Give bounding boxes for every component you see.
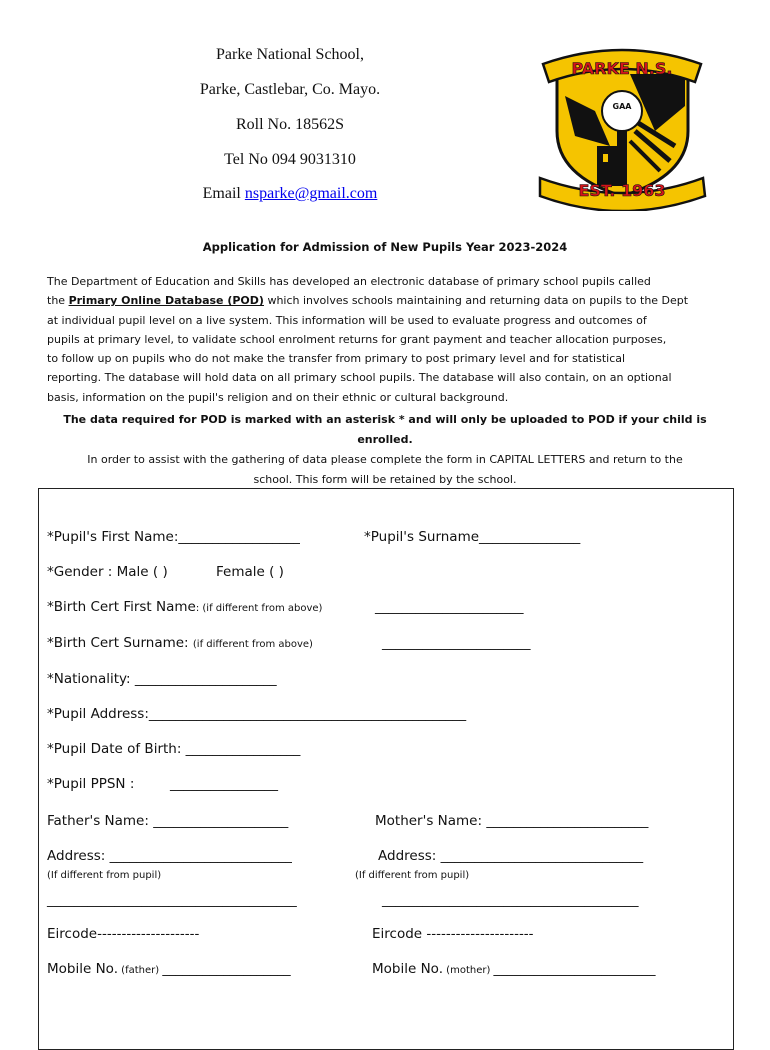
mother-mobile-label: Mobile No.: [372, 961, 443, 977]
birth-cert-first-name-label: [47, 598, 322, 618]
intro-text: which involves schools maintaining and returning data on pupils to the Dept: [263, 294, 689, 308]
mother-mobile-blank[interactable]: ________________________: [493, 961, 656, 977]
pupil-ppsn-field[interactable]: ________________: [170, 776, 278, 792]
gender-male-option[interactable]: *Gender : Male ( ): [47, 564, 168, 580]
mother-mobile-field[interactable]: [372, 960, 656, 980]
birth-cert-surname-label: [47, 634, 313, 654]
intro-line: reporting. The database will hold data on all primary school pupils. The database will also contain, on an optional: [47, 371, 672, 385]
intro-paragraph: [47, 272, 727, 407]
birth-cert-first-name-field[interactable]: ______________________: [375, 599, 524, 615]
intro-line: at individual pupil level on a live system. This information will be used to evaluate progress and outcomes of: [47, 313, 647, 327]
intro-line: to follow up on pupils who do not make the transfer from primary to post primary level and for statistical: [47, 352, 626, 366]
father-address-note: (If different from pupil): [47, 870, 162, 881]
father-eircode-field[interactable]: Eircode---------------------: [47, 926, 200, 942]
email-label: Email: [202, 185, 241, 202]
father-mobile-field[interactable]: [47, 960, 291, 980]
school-phone: Tel No 094 9031310: [224, 151, 356, 168]
school-roll-number: Roll No. 18562S: [235, 116, 344, 133]
crest-bottom-text: EST. 1963: [578, 181, 666, 200]
mother-eircode-field[interactable]: Eircode ----------------------: [372, 926, 534, 942]
crest-ball-text: GAA: [612, 102, 632, 111]
birth-cert-first-name-text: *Birth Cert First Name: [47, 599, 196, 615]
mother-address-field[interactable]: Address: ______________________________: [378, 848, 644, 864]
capitals-instruction-line1: In order to assist with the gathering of data please complete the form in CAPITAL LETTERS and return to the: [87, 453, 683, 466]
email-link[interactable]: nsparke@gmail.com: [244, 185, 378, 202]
pod-link-text: Primary Online Database (POD): [68, 294, 264, 308]
form-title: Application for Admission of New Pupils Year 2023-2024: [202, 240, 568, 254]
intro-text: the: [47, 294, 69, 308]
pupil-first-name-field[interactable]: *Pupil's First Name:__________________: [47, 529, 300, 545]
pod-notice-line2: enrolled.: [357, 433, 413, 446]
birth-cert-first-name-note: : (if different from above): [195, 603, 323, 614]
pupil-address-field[interactable]: *Pupil Address:_______________________________________________: [47, 706, 467, 722]
pupil-dob-field[interactable]: *Pupil Date of Birth: _________________: [47, 741, 301, 757]
father-mobile-blank[interactable]: ___________________: [162, 961, 291, 977]
intro-line: pupils at primary level, to validate school enrolment returns for grant payment and teacher allocation purposes,: [47, 332, 667, 346]
mother-address-line2-field[interactable]: ______________________________________: [382, 892, 639, 908]
gender-female-option[interactable]: Female ( ): [216, 564, 284, 580]
school-email: [140, 184, 440, 204]
intro-line: basis, information on the pupil's religion and on their ethnic or cultural background.: [47, 390, 509, 404]
football-icon: [602, 91, 642, 131]
nationality-field[interactable]: *Nationality: _____________________: [47, 671, 277, 687]
mother-mobile-note: (mother): [443, 965, 494, 976]
capitals-instruction-line2: school. This form will be retained by the school.: [253, 473, 517, 486]
mother-address-note: (If different from pupil): [355, 870, 470, 881]
school-crest-logo: [535, 36, 710, 211]
birth-cert-surname-note: (if different from above): [192, 639, 313, 650]
intro-line: [47, 291, 727, 310]
father-mobile-label: Mobile No.: [47, 961, 118, 977]
father-name-field[interactable]: Father's Name: ____________________: [47, 813, 289, 829]
father-address-field[interactable]: Address: ___________________________: [47, 848, 292, 864]
birth-cert-surname-text: *Birth Cert Surname:: [47, 635, 193, 651]
crest-top-text: PARKE N.S.: [571, 59, 673, 78]
birth-cert-surname-field[interactable]: ______________________: [382, 635, 531, 651]
pupil-surname-field[interactable]: *Pupil's Surname_______________: [364, 529, 581, 545]
mother-name-field[interactable]: Mother's Name: ________________________: [375, 813, 649, 829]
school-address: Parke, Castlebar, Co. Mayo.: [199, 81, 381, 98]
pupil-ppsn-label: *Pupil PPSN :: [47, 776, 135, 792]
father-mobile-note: (father): [118, 965, 163, 976]
pod-notice-line1: The data required for POD is marked with an asterisk * and will only be uploaded to POD if your child is: [63, 413, 707, 426]
father-address-line2-field[interactable]: _____________________________________: [47, 892, 297, 908]
intro-line: The Department of Education and Skills has developed an electronic database of primary school pupils called: [47, 275, 651, 288]
school-name: Parke National School,: [216, 46, 364, 63]
